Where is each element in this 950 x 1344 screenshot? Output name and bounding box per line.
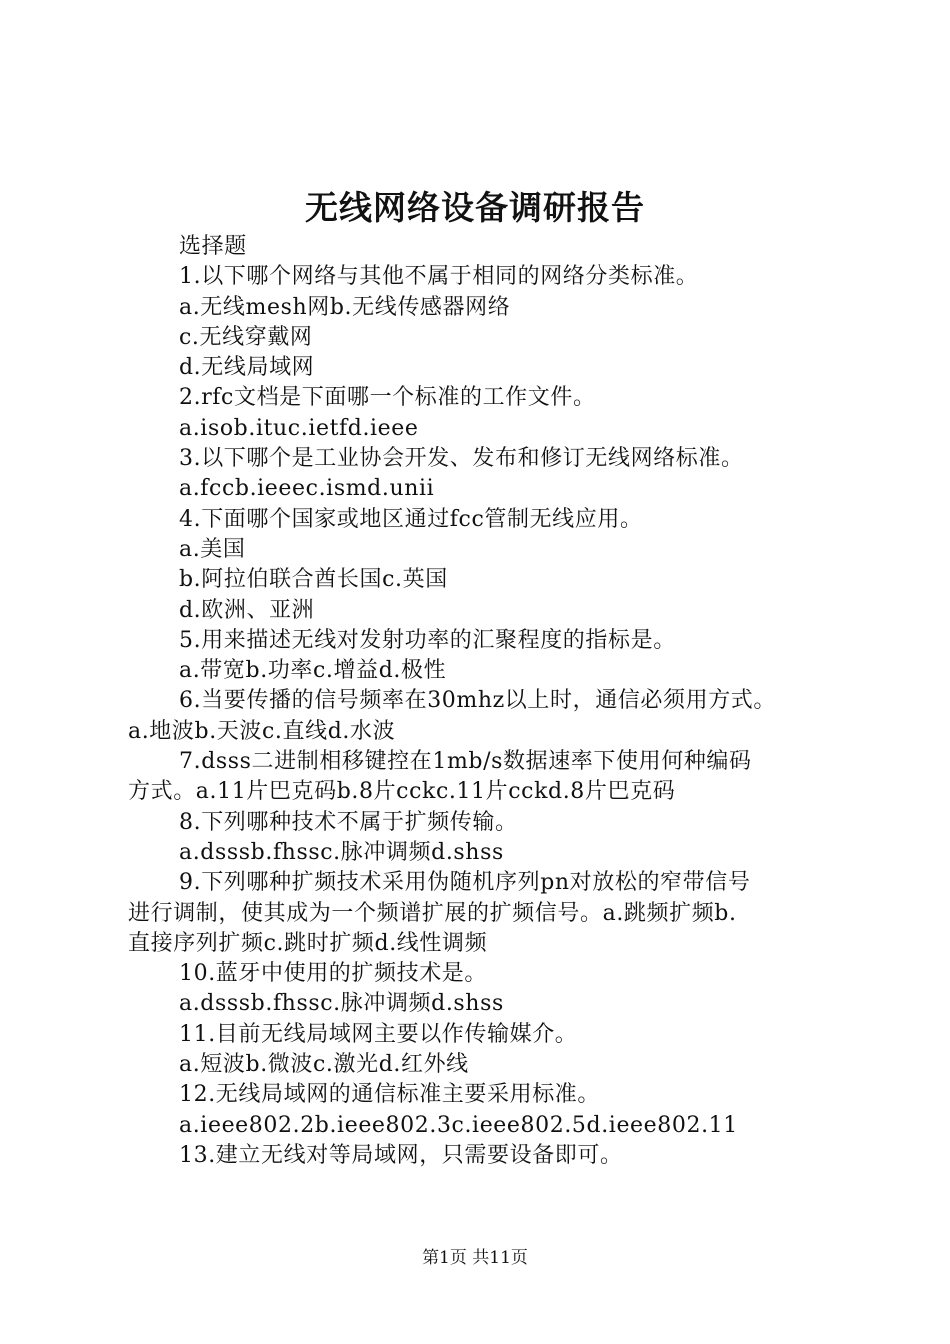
question-11: 11.目前无线局域网主要以作传输媒介。	[179, 1021, 578, 1047]
options-line: a.ieee802.2b.ieee802.3c.ieee802.5d.ieee802.11	[179, 1112, 738, 1138]
question-12: 12.无线局域网的通信标准主要采用标准。	[179, 1082, 600, 1108]
question-3: 3.以下哪个是工业协会开发、发布和修订无线网络标准。	[179, 446, 744, 472]
page-footer: 第1页 共11页	[422, 1248, 528, 1268]
section-heading: 选择题	[179, 234, 247, 259]
question-8: 8.下列哪种技术不属于扩频传输。	[179, 809, 518, 835]
question-6: 6.当要传播的信号频率在30mhz以上时，通信必须用方式。	[179, 688, 777, 714]
options-line: a.无线mesh网b.无线传感器网络	[179, 294, 511, 320]
options-line: a.fccb.ieeec.ismd.unii	[179, 476, 435, 502]
options-line: d.欧洲、亚洲	[179, 597, 315, 623]
options-line: a.dsssb.fhssc.脉冲调频d.shss	[179, 839, 504, 865]
options-line: c.无线穿戴网	[179, 324, 313, 350]
options-line: b.阿拉伯联合酋长国c.英国	[179, 567, 448, 593]
options-line: a.isob.ituc.ietfd.ieee	[179, 415, 419, 441]
options-line: a.美国	[179, 536, 246, 562]
question-10: 10.蓝牙中使用的扩频技术是。	[179, 961, 487, 987]
options-line: d.无线局域网	[179, 355, 315, 381]
question-1: 1.以下哪个网络与其他不属于相同的网络分类标准。	[179, 264, 699, 290]
options-line: a.带宽b.功率c.增益d.极性	[179, 658, 447, 684]
question-5: 5.用来描述无线对发射功率的汇聚程度的指标是。	[179, 627, 676, 653]
question-4: 4.下面哪个国家或地区通过fcc管制无线应用。	[179, 506, 643, 532]
page-title: 无线网络设备调研报告	[305, 188, 645, 227]
question-2: 2.rfc文档是下面哪一个标准的工作文件。	[179, 385, 596, 411]
options-line: a.dsssb.fhssc.脉冲调频d.shss	[179, 991, 504, 1017]
question-9-cont: 进行调制，使其成为一个频谱扩展的扩频信号。a.跳频扩频b.	[128, 900, 737, 926]
question-13: 13.建立无线对等局域网，只需要设备即可。	[179, 1142, 623, 1168]
question-9-options: 直接序列扩频c.跳时扩频d.线性调频	[128, 930, 488, 956]
question-7-options: 方式。a.11片巴克码b.8片cckc.11片cckd.8片巴克码	[128, 779, 676, 805]
options-line: a.短波b.微波c.激光d.红外线	[179, 1052, 469, 1078]
question-9: 9.下列哪种扩频技术采用伪随机序列pn对放松的窄带信号	[179, 870, 751, 896]
question-7: 7.dsss二进制相移键控在1mb/s数据速率下使用何种编码	[179, 749, 752, 775]
question-6-options: a.地波b.天波c.直线d.水波	[128, 718, 396, 744]
document-body	[128, 232, 840, 1171]
